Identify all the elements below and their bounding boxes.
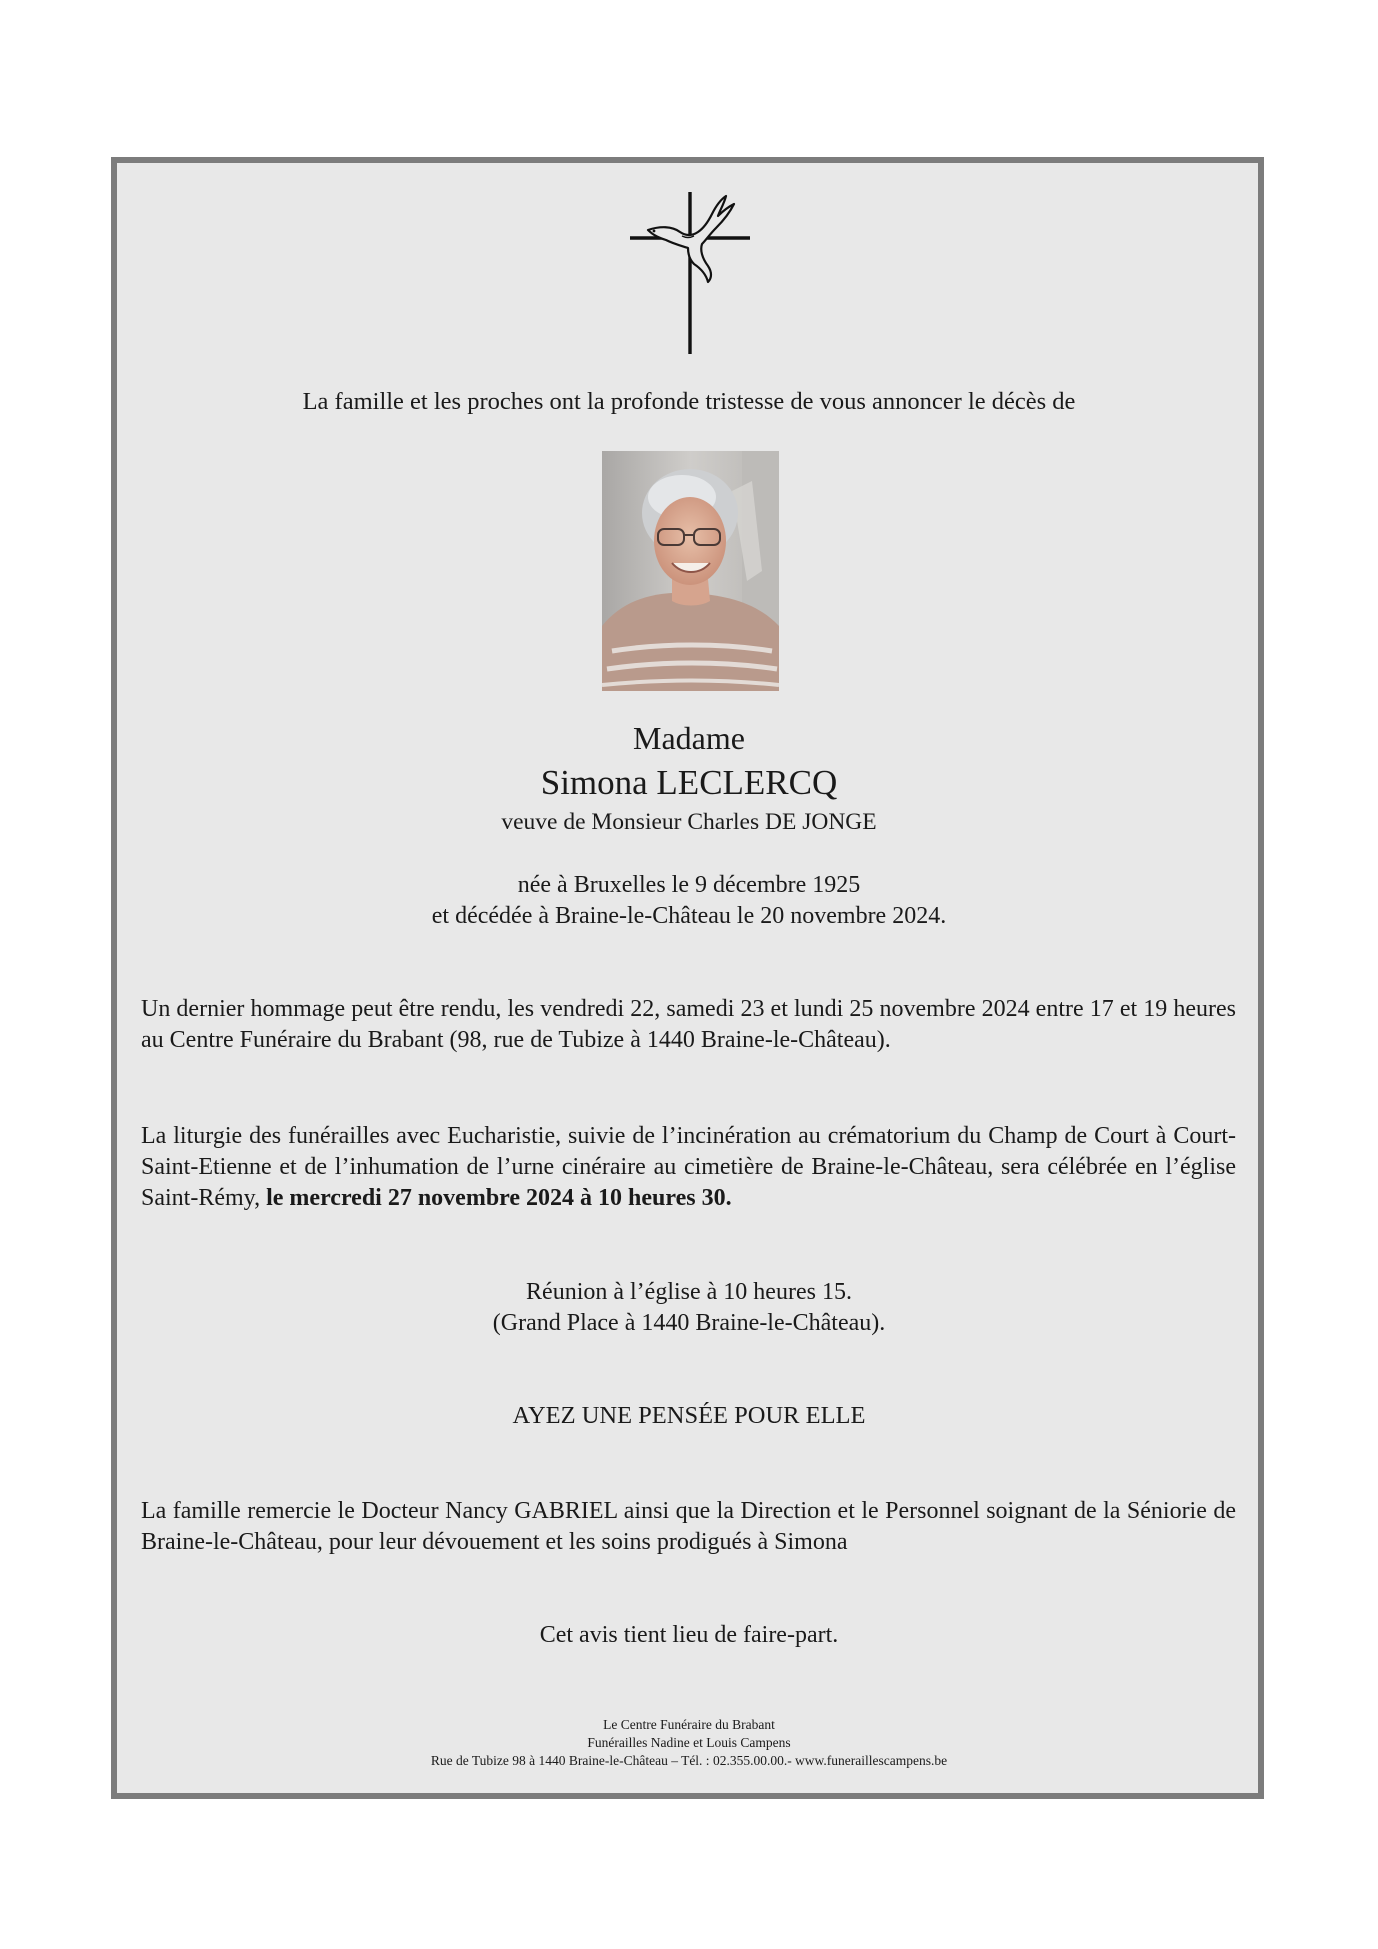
meeting-line-2: (Grand Place à 1440 Braine-le-Château). xyxy=(492,1310,886,1336)
meeting-line-1: Réunion à l’église à 10 heures 15. xyxy=(526,1279,852,1305)
widow-of: veuve de Monsieur Charles DE JONGE xyxy=(501,809,877,835)
footer-line-2: Funérailles Nadine et Louis Campens xyxy=(587,1735,791,1750)
thanks-paragraph: La famille remercie le Docteur Nancy GABRIEL ainsi que la Direction et le Personnel soignant de la Séniorie de Braine-le-Château, pour leur dévouement et les soins prodigués à Simona xyxy=(141,1498,1236,1555)
portrait-photo xyxy=(602,451,779,691)
footer-line-3: Rue de Tubize 98 à 1440 Braine-le-Château – Tél. : 02.355.00.00.- www.funeraillescampens.be xyxy=(430,1753,948,1768)
honorific: Madame xyxy=(633,720,745,756)
deceased-name: Simona LECLERCQ xyxy=(540,763,838,802)
birth-line: née à Bruxelles le 9 décembre 1925 xyxy=(517,872,861,898)
death-line: et décédée à Braine-le-Château le 20 novembre 2024. xyxy=(431,903,947,929)
footer-line-1: Le Centre Funéraire du Brabant xyxy=(603,1717,775,1732)
intro-text: La famille et les proches ont la profonde tristesse de vous annoncer le décès de xyxy=(302,388,1076,415)
liturgy-text: La liturgie des funérailles avec Eucharistie, suivie de l’incinération au crématorium du Champ de Court à Court-Saint-Etienne et de l’inhumation de l’urne cinéraire au cimetière de Braine-le-Château, sera célébrée en l’église Saint-Rémy, xyxy=(141,1123,1236,1211)
homage-paragraph: Un dernier hommage peut être rendu, les vendredi 22, samedi 23 et lundi 25 novembre 2024 entre 17 et 19 heures au Centre Funéraire du Brabant (98, rue de Tubize à 1440 Braine-le-Château). xyxy=(141,996,1236,1053)
liturgy-date: le mercredi 27 novembre 2024 à 10 heures 30. xyxy=(266,1185,732,1211)
liturgy-paragraph xyxy=(141,1121,1236,1214)
notice-line: Cet avis tient lieu de faire-part. xyxy=(539,1622,839,1648)
cross-with-dove-icon xyxy=(620,188,760,358)
thought-line: AYEZ UNE PENSÉE POUR ELLE xyxy=(512,1402,866,1429)
